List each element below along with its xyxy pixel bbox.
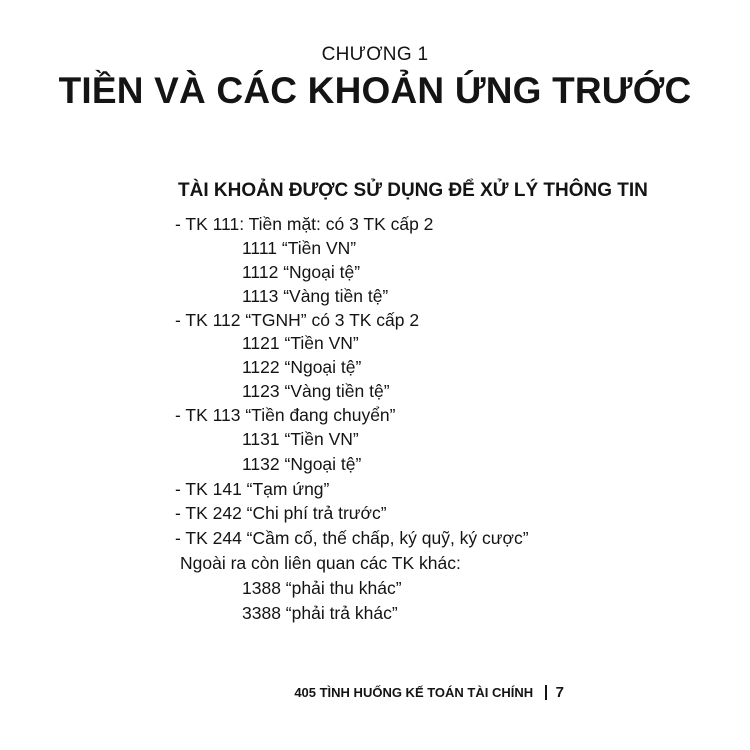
footer-book-title: 405 TÌNH HUỐNG KẾ TOÁN TÀI CHÍNH: [294, 685, 534, 700]
sub-account-1111: 1111 “Tiền VN”: [242, 238, 357, 258]
sub-account-1131: 1131 “Tiền VN”: [242, 429, 359, 449]
account-tk112: - TK 112 “TGNH” có 3 TK cấp 2: [175, 310, 420, 330]
section-heading: TÀI KHOẢN ĐƯỢC SỬ DỤNG ĐỂ XỬ LÝ THÔNG TIN: [178, 180, 648, 201]
page-footer: [294, 684, 564, 701]
other-accounts-note: Ngoài ra còn liên quan các TK khác:: [180, 553, 461, 573]
account-tk111: - TK 111: Tiền mặt: có 3 TK cấp 2: [175, 214, 434, 234]
sub-account-1121: 1121 “Tiền VN”: [242, 333, 359, 353]
sub-account-1112: 1112 “Ngoại tệ”: [242, 262, 361, 282]
other-account-3388: 3388 “phải trả khác”: [242, 603, 398, 623]
page-number: 7: [555, 684, 564, 701]
other-account-1388: 1388 “phải thu khác”: [242, 578, 402, 598]
account-tk141: - TK 141 “Tạm ứng”: [175, 479, 330, 499]
chapter-title: TIỀN VÀ CÁC KHOẢN ỨNG TRƯỚC: [58, 70, 692, 111]
sub-account-1123: 1123 “Vàng tiền tệ”: [242, 381, 390, 401]
sub-account-1122: 1122 “Ngoại tệ”: [242, 357, 362, 377]
footer-divider: [545, 685, 547, 700]
sub-account-1113: 1113 “Vàng tiền tệ”: [242, 286, 389, 306]
account-tk113: - TK 113 “Tiền đang chuyển”: [175, 405, 396, 425]
account-tk244: - TK 244 “Cầm cố, thế chấp, ký quỹ, ký cược”: [175, 528, 529, 548]
sub-account-1132: 1132 “Ngoại tệ”: [242, 454, 362, 474]
chapter-label: CHƯƠNG 1: [321, 44, 429, 65]
account-tk242: - TK 242 “Chi phí trả trước”: [175, 503, 387, 523]
